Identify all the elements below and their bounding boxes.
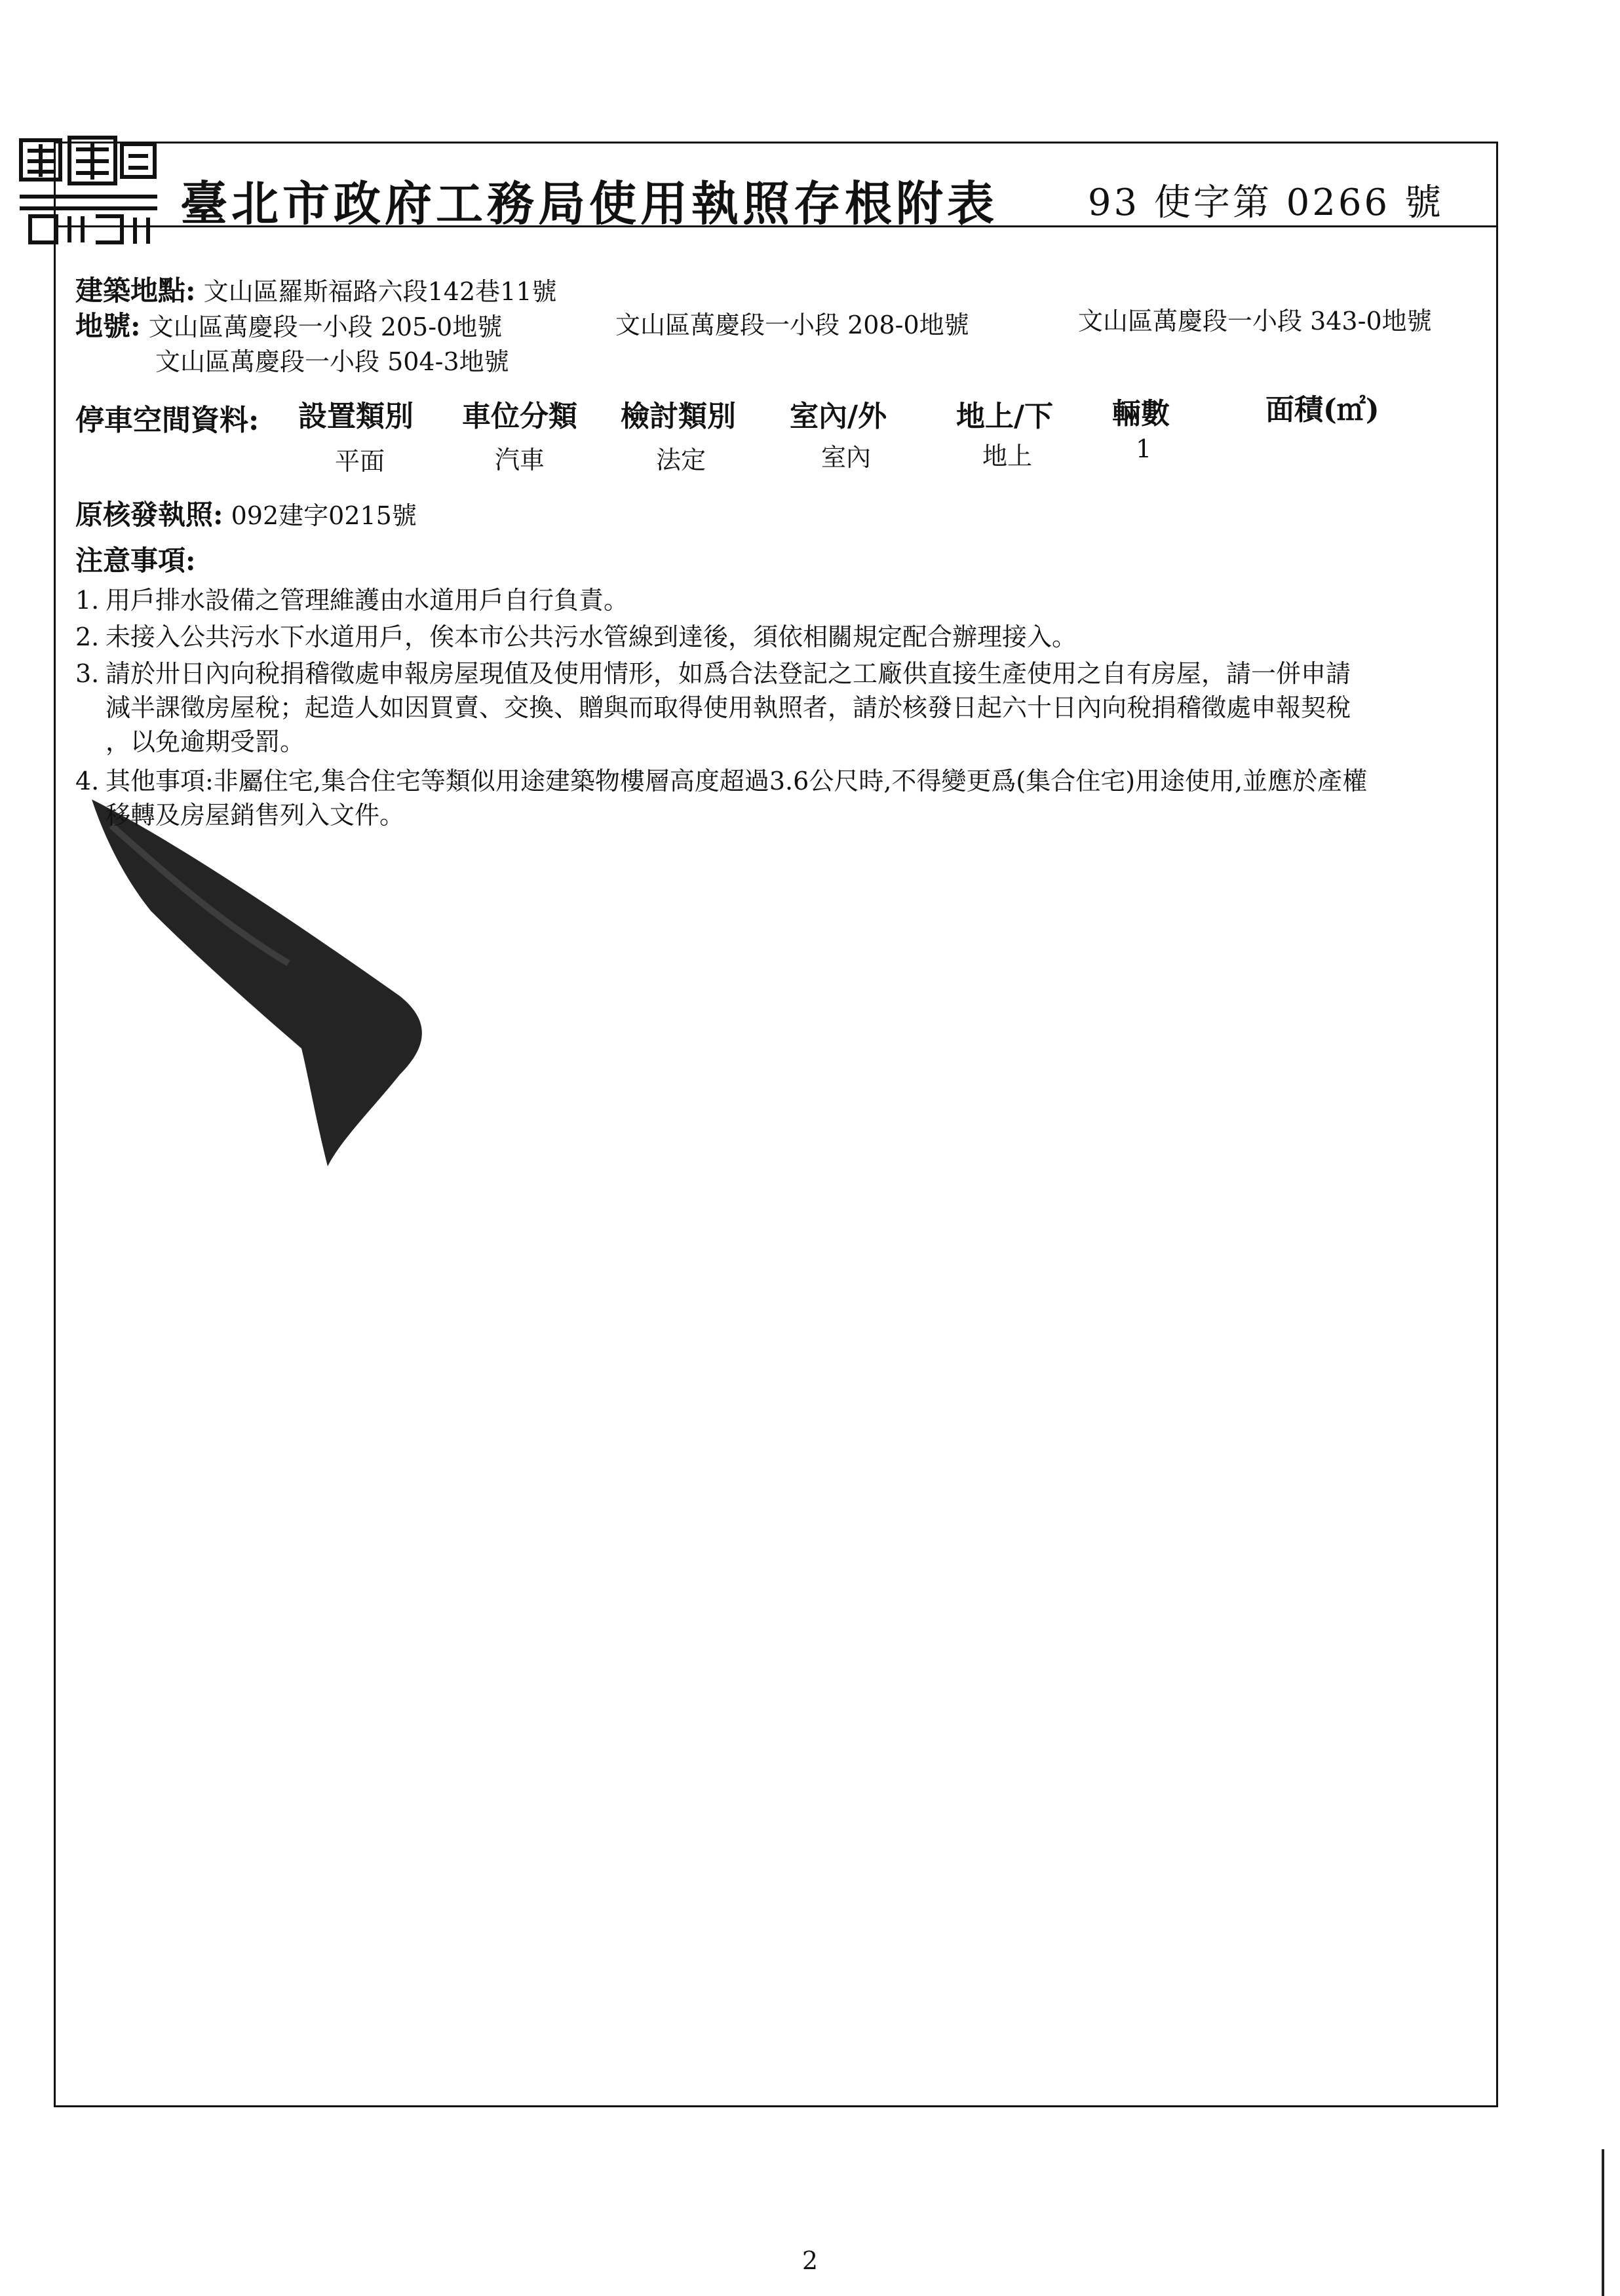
parking-header-review: 檢討類別 xyxy=(621,400,736,433)
parking-header-type: 設置類別 xyxy=(298,400,414,433)
note-item-4 xyxy=(75,761,1367,797)
lot-item: 文山區萬慶段一小段 205-0地號 xyxy=(148,313,503,341)
parking-value-type: 平面 xyxy=(335,447,385,476)
parking-value-review: 法定 xyxy=(656,446,706,474)
document-frame xyxy=(54,142,1498,2107)
parking-value-level: 地上 xyxy=(982,442,1033,470)
document-title: 臺北市政府工務局使用執照存根附表 xyxy=(180,176,999,231)
parking-value-class: 汽車 xyxy=(495,446,545,474)
note-number: 1. xyxy=(75,586,100,615)
parking-label: 停車空間資料: xyxy=(75,404,260,437)
parking-header-indoor: 室內/外 xyxy=(790,400,887,433)
lot-item: 文山區萬慶段一小段 343-0地號 xyxy=(1078,307,1432,335)
lot-item: 文山區萬慶段一小段 504-3地號 xyxy=(155,347,509,376)
parking-header-level: 地上/下 xyxy=(956,400,1054,433)
note-text: 移轉及房屋銷售列入文件。 xyxy=(106,801,405,830)
page-number: 2 xyxy=(801,2246,819,2275)
parking-value-count: 1 xyxy=(1136,434,1152,463)
parking-value-indoor: 室內 xyxy=(821,443,872,472)
address-line xyxy=(75,269,557,309)
title-bar xyxy=(56,144,1496,231)
parking-header-class: 車位分類 xyxy=(462,400,577,433)
note-text: 減半課徵房屋稅；起造人如因買賣、交換、贈與而取得使用執照者，請於核發日起六十日內向稅捐稽徵處申報契稅 xyxy=(106,693,1351,722)
original-permit-value: 092建字0215號 xyxy=(231,501,417,530)
address-label: 建築地點: xyxy=(75,275,196,307)
note-number: 2. xyxy=(75,622,100,651)
note-text: ，以免逾期受罰。 xyxy=(106,727,305,756)
original-permit-line xyxy=(75,493,417,533)
note-item-3 xyxy=(75,653,1351,689)
note-text: 用戶排水設備之管理維護由水道用戶自行負責。 xyxy=(106,586,629,615)
address-value: 文山區羅斯福路六段142巷11號 xyxy=(203,277,557,306)
note-number: 4. xyxy=(75,767,100,795)
lot-item: 文山區萬慶段一小段 208-0地號 xyxy=(615,311,969,339)
parking-header-count: 輛數 xyxy=(1112,397,1170,430)
lot-label: 地號: xyxy=(75,310,141,342)
lot-line-1 xyxy=(75,305,502,344)
note-text: 其他事項:非屬住宅,集合住宅等類似用途建築物樓層高度超過3.6公尺時,不得變更爲(集合住宅)用途使用,並應於產權 xyxy=(106,767,1368,795)
note-item-1 xyxy=(75,580,628,616)
permit-number: 93 使字第 0266 號 xyxy=(1087,182,1444,224)
note-text: 請於卅日內向稅捐稽徵處申報房屋現值及使用情形，如爲合法登記之工廠供直接生產使用之自有房屋，請一併申請 xyxy=(106,659,1351,688)
parking-header-area: 面積(㎡) xyxy=(1265,393,1379,427)
notes-heading: 注意事項: xyxy=(75,545,196,577)
note-number: 3. xyxy=(75,659,100,688)
note-text: 未接入公共污水下水道用戶，俟本市公共污水管線到達後，須依相關規定配合辦理接入。 xyxy=(106,622,1077,651)
original-permit-label: 原核發執照: xyxy=(75,499,223,531)
note-item-2 xyxy=(75,617,1077,653)
